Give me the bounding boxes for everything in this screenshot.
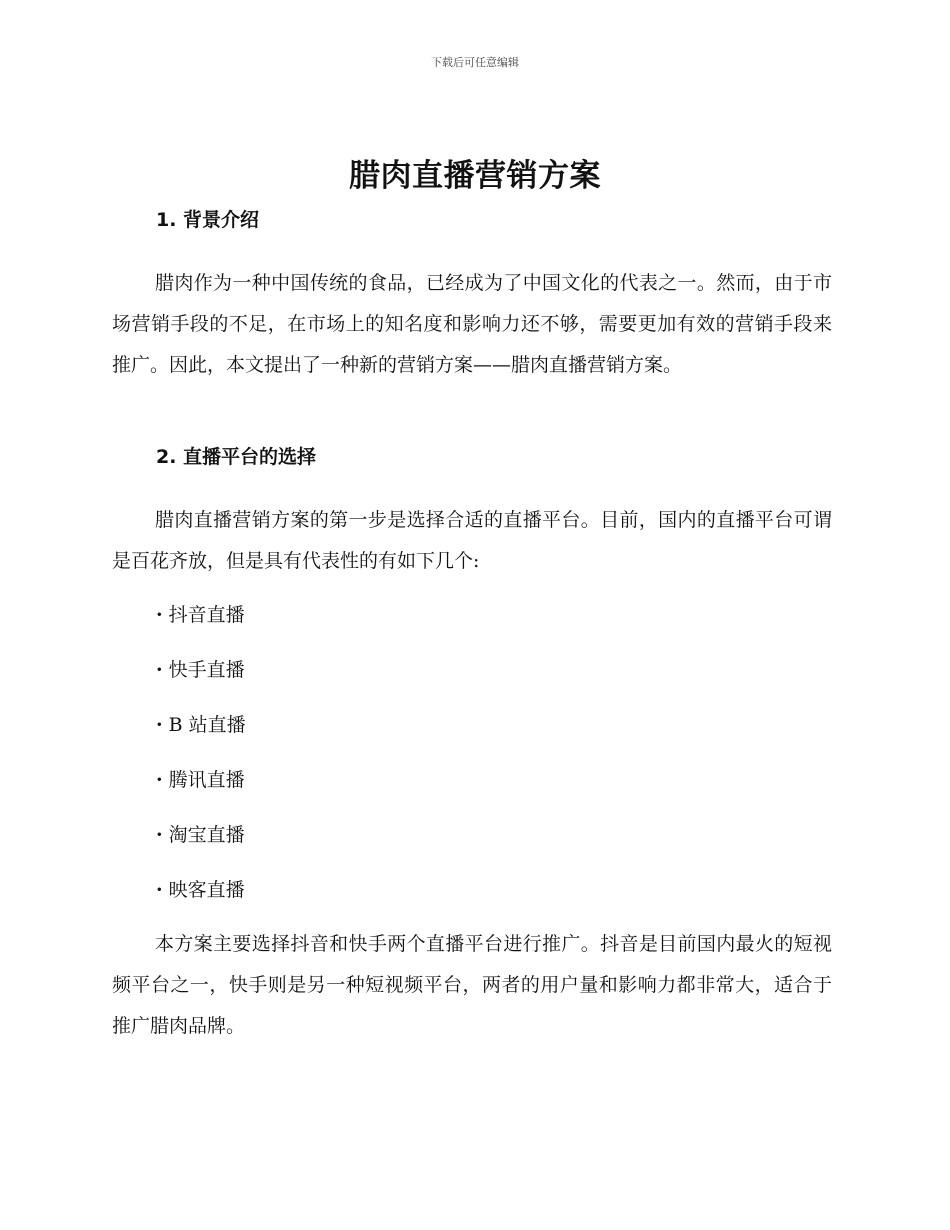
platform-label: B 站直播: [168, 714, 246, 736]
platform-label: 抖音直播: [168, 604, 245, 626]
list-item: [156, 753, 832, 808]
section-platform-choice: [112, 443, 832, 1047]
platform-label: 腾讯直播: [168, 769, 245, 791]
background-paragraph: 腊肉作为一种中国传统的食品，已经成为了中国文化的代表之一。然而，由于市场营销手段的不足，在市场上的知名度和影响力还不够，需要更加有效的营销手段来推广。因此，本文提出了一种新的营销方案——腊肉直播营销方案。: [112, 272, 832, 376]
section-heading-platform-choice: 2. 直播平台的选择: [156, 446, 317, 468]
list-item: [156, 643, 832, 698]
page-header-note: 下载后可任意编辑: [431, 56, 519, 69]
bullet-marker: ·: [156, 714, 163, 736]
section-background: [112, 206, 832, 386]
bullet-marker: ·: [156, 769, 163, 791]
platform-label: 映客直播: [168, 879, 245, 901]
list-item: [156, 588, 832, 643]
list-item: [156, 808, 832, 863]
document-title: 腊肉直播营销方案: [349, 158, 601, 194]
platform-list: [112, 588, 832, 918]
platform-label: 淘宝直播: [168, 824, 245, 846]
bullet-marker: ·: [156, 879, 163, 901]
platform-conclusion-paragraph: 本方案主要选择抖音和快手两个直播平台进行推广。抖音是目前国内最火的短视频平台之一，快手则是另一种短视频平台，两者的用户量和影响力都非常大，适合于推广腊肉品牌。: [112, 933, 832, 1037]
list-item: [156, 863, 832, 918]
section-heading-background: 1. 背景介绍: [156, 209, 260, 231]
bullet-marker: ·: [156, 659, 163, 681]
bullet-marker: ·: [156, 604, 163, 626]
bullet-marker: ·: [156, 824, 163, 846]
platform-intro-paragraph: 腊肉直播营销方案的第一步是选择合适的直播平台。目前，国内的直播平台可谓是百花齐放，但是具有代表性的有如下几个:: [112, 509, 832, 572]
platform-label: 快手直播: [168, 659, 245, 681]
list-item: [156, 698, 832, 753]
